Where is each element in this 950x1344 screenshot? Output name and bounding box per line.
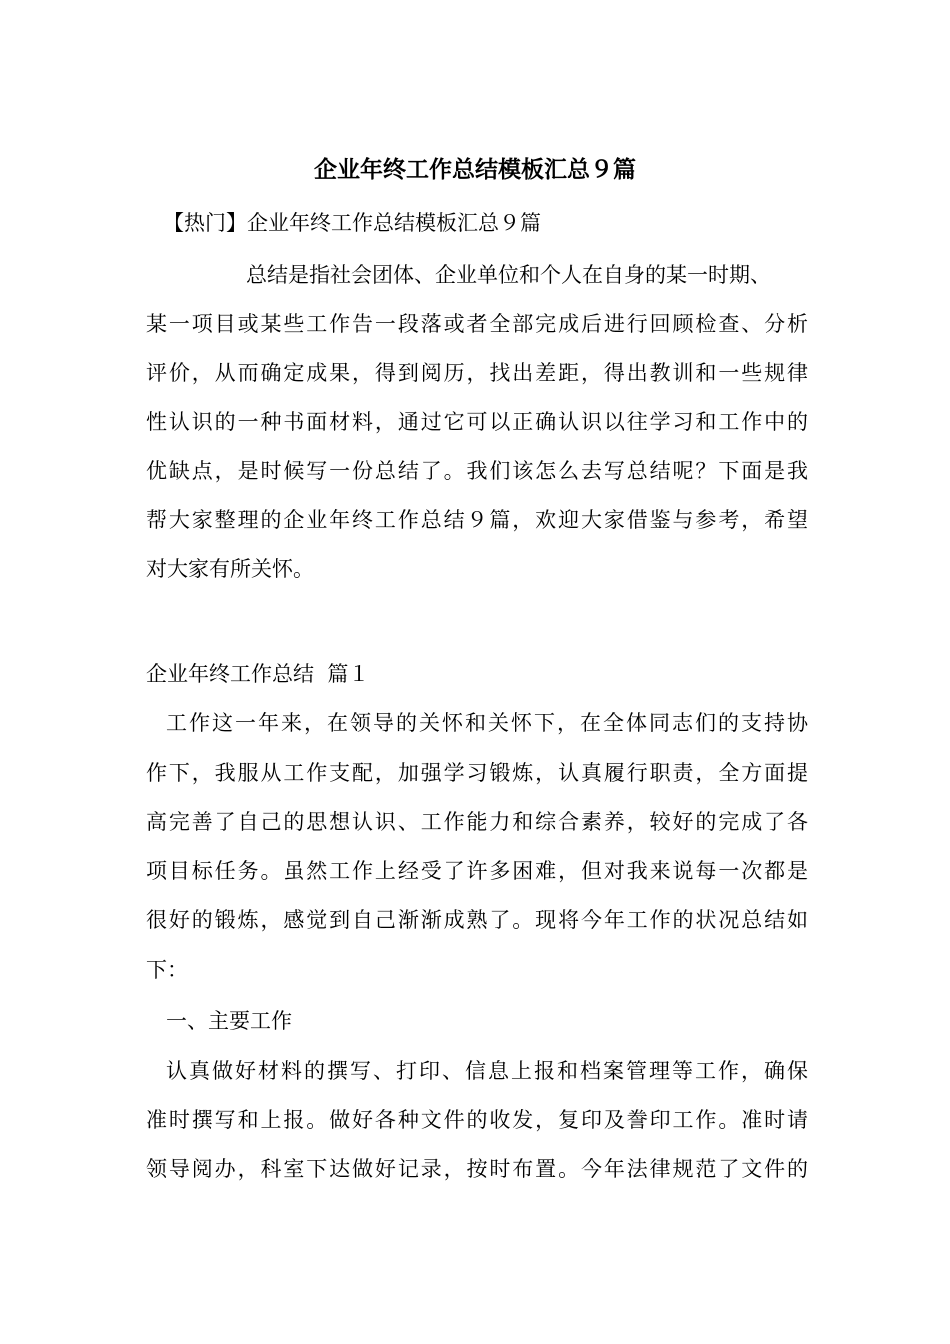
document-title: 企业年终工作总结模板汇总９篇 — [314, 157, 636, 183]
intro-line: 优缺点，是时候写一份总结了。我们该怎么去写总结呢？下面是我 — [146, 459, 808, 483]
intro-line: 对大家有所关怀。 — [146, 557, 314, 581]
intro-line: 评价，从而确定成果，得到阅历，找出差距，得出教训和一些规律 — [146, 361, 808, 385]
subtitle-line: 【热门】企业年终工作总结模板汇总９篇 — [163, 211, 541, 235]
section-body-line: 项目标任务。虽然工作上经受了许多困难，但对我来说每一次都是 — [146, 859, 808, 883]
section-body-line: 下： — [146, 958, 188, 982]
intro-line: 某一项目或某些工作告一段落或者全部完成后进行回顾检查、分析 — [146, 312, 808, 336]
work-body-line: 准时撰写和上报。做好各种文件的收发，复印及誊印工作。准时请 — [146, 1108, 808, 1132]
intro-line: 帮大家整理的企业年终工作总结９篇，欢迎大家借鉴与参考，希望 — [146, 508, 808, 532]
section-body-line: 作下，我服从工作支配，加强学习锻炼，认真履行职责，全方面提 — [146, 761, 808, 785]
section-body-line: 高完善了自己的思想认识、工作能力和综合素养，较好的完成了各 — [146, 810, 808, 834]
subheading-main-work: 一、主要工作 — [166, 1009, 292, 1033]
intro-line: 总结是指社会团体、企业单位和个人在自身的某一时期、 — [246, 263, 771, 287]
work-body-line: 认真做好材料的撰写、打印、信息上报和档案管理等工作，确保 — [166, 1059, 808, 1083]
section-body-line: 工作这一年来，在领导的关怀和关怀下，在全体同志们的支持协 — [166, 711, 808, 735]
section-body-line: 很好的锻炼，感觉到自己渐渐成熟了。现将今年工作的状况总结如 — [146, 908, 808, 932]
intro-line: 性认识的一种书面材料，通过它可以正确认识以往学习和工作中的 — [146, 410, 808, 434]
work-body-line: 领导阅办，科室下达做好记录，按时布置。今年法律规范了文件的 — [146, 1157, 808, 1181]
section-heading: 企业年终工作总结 篇１ — [146, 662, 370, 686]
